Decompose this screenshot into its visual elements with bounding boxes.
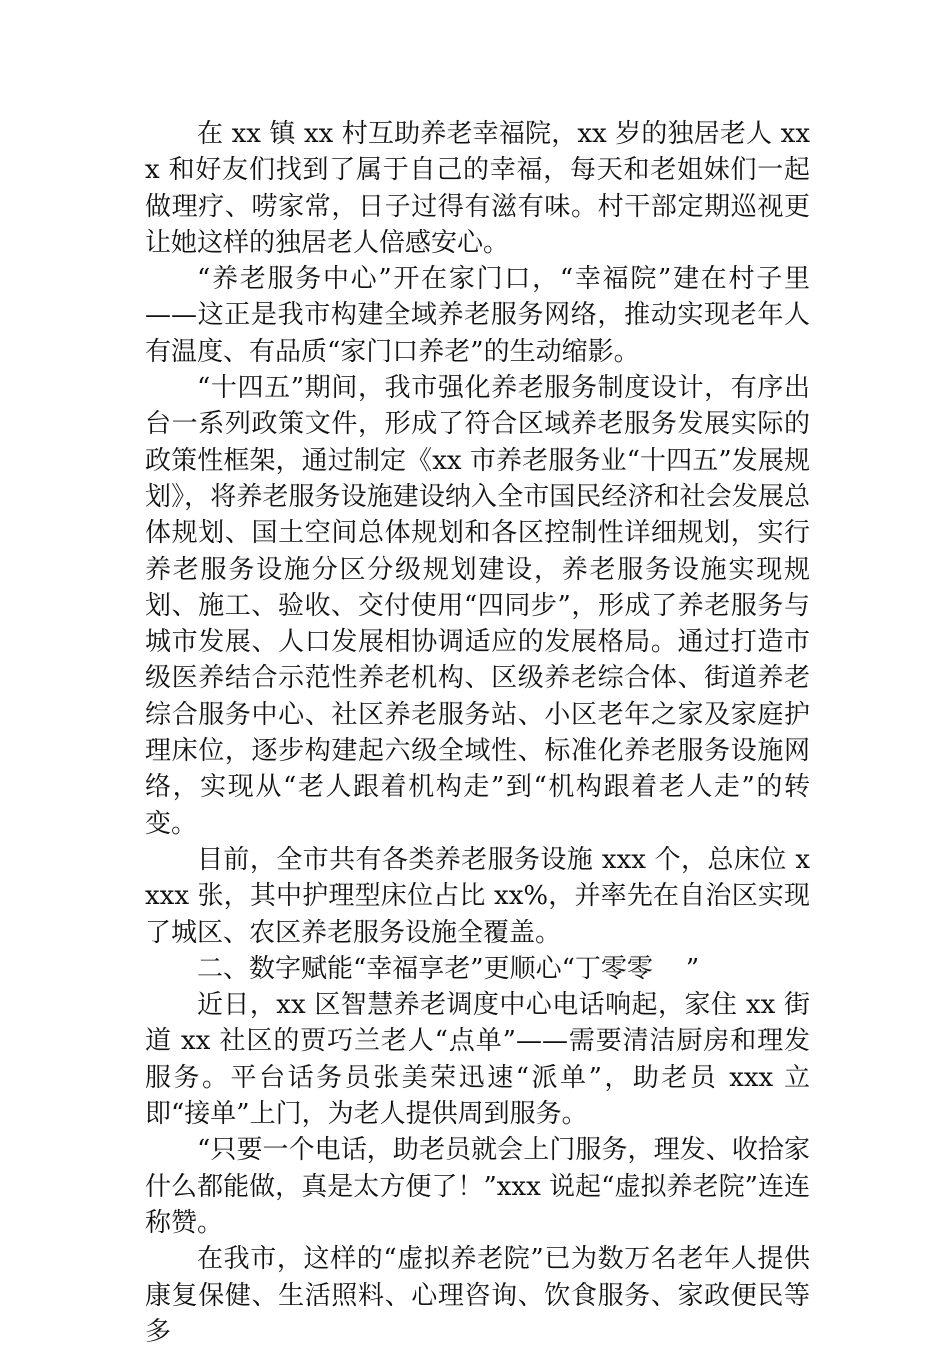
section-heading: 二、数字赋能“幸福享老”更顺心“丁零零 ”: [197, 953, 700, 984]
paragraph-quote: “只要一个电话，助老员就会上门服务，理发、收拾家什么都能做，真是太方便了！”xxx 说起“虚拟养老院”连连称赞。: [145, 1135, 810, 1238]
paragraph-service-center: “养老服务中心”开在家门口，“幸福院”建在村子里——这正是我市构建全域养老服务网络，推动实现老年人有温度、有品质“家门口养老”的生动缩影。: [145, 264, 810, 367]
paragraph-smart-dispatch: 近日，xx 区智慧养老调度中心电话响起，家住 xx 街道 xx 社区的贾巧兰老人“点单”——需要清洁厨房和理发服务。平台话务员张美荣迅速“派单”，助老员 xxx 立即“接单”上门，为老人提供周到服务。: [145, 990, 810, 1130]
paragraph-happiness-home: 在 xx 镇 xx 村互助养老幸福院，xx 岁的独居老人 xxx 和好友们找到了属于自己的幸福，每天和老姐妹们一起做理疗、唠家常，日子过得有滋有味。村干部定期巡视更让她这样的独居老人倍感安心。: [145, 119, 810, 258]
paragraph-current-status: 目前，全市共有各类养老服务设施 xxx 个，总床位 xxxx 张，其中护理型床位占比 xx%，并率先在自治区实现了城区、农区养老服务设施全覆盖。: [145, 844, 810, 948]
paragraph-virtual-home: 在我市，这样的“虚拟养老院”已为数万名老年人提供康复保健、生活照料、心理咨询、饮食服务、家政便民等多: [145, 1244, 810, 1347]
paragraph-five-year-plan: “十四五”期间，我市强化养老服务制度设计，有序出台一系列政策文件，形成了符合区域养老服务发展实际的政策性框架，通过制定《xx 市养老服务业“十四五”发展规划》，将养老服务设施建设纳入全市国民经济和社会发展总体规划、国土空间总体规划和各区控制性详细规划，实行养老服务设施分区分级规划建设，养老服务设施实现规划、施工、验收、交付使用“四同步”，形成了养老服务与城市发展、人口发展相协调适应的发展格局。通过打造市级医养结合示范性养老机构、区级养老综合体、街道养老综合服务中心、社区养老服务站、小区老年之家及家庭护理床位，逐步构建起六级全域性、标准化养老服务设施网络，实现从“老人跟着机构走”到“机构跟着老人走”的转变。: [145, 373, 810, 839]
document-body: [145, 116, 810, 1350]
